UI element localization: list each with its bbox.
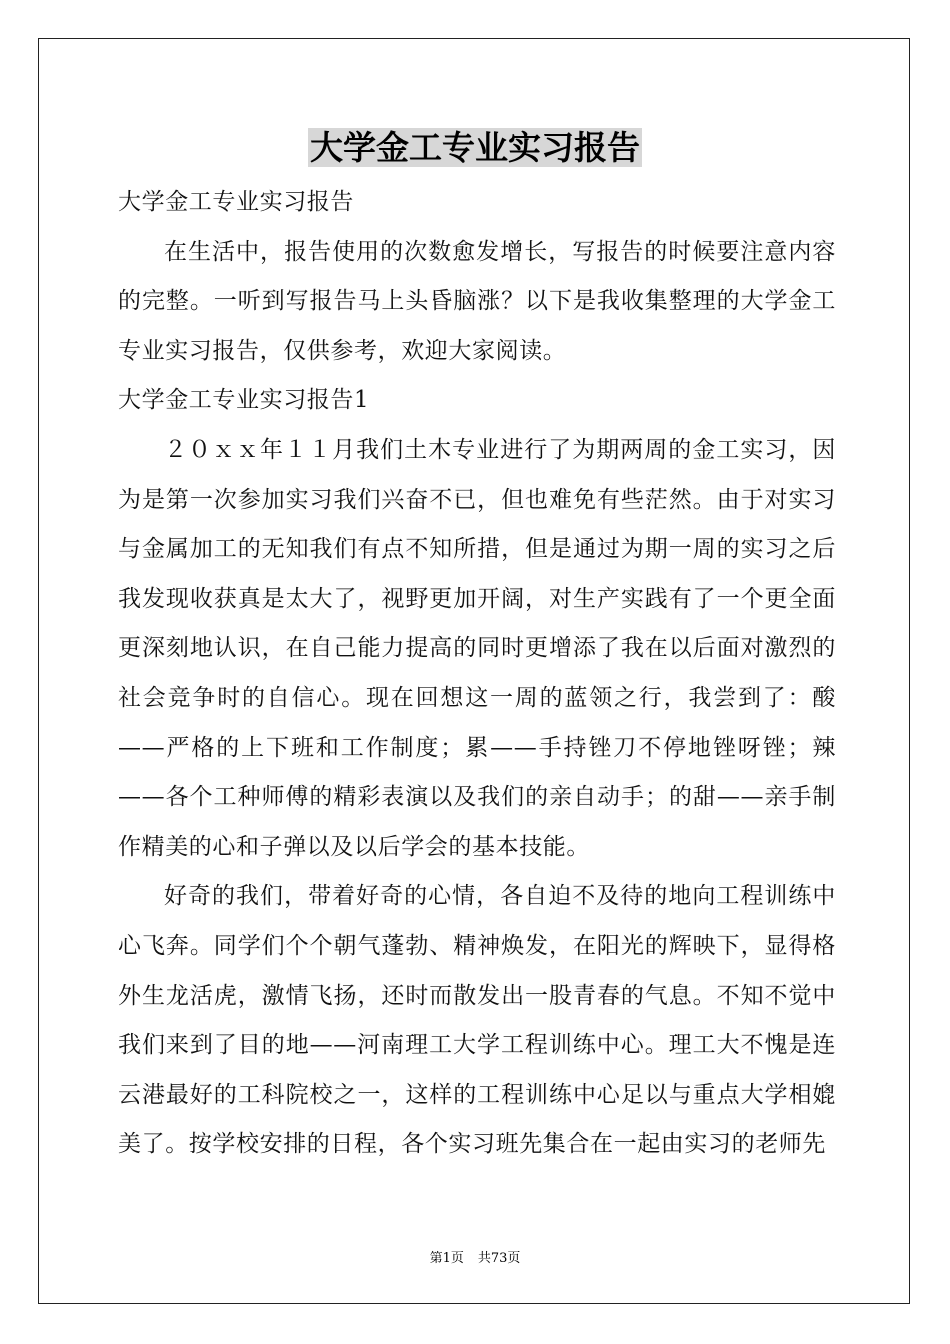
document-subtitle: 大学金工专业实习报告 — [118, 189, 354, 215]
body-paragraph-2: 好奇的我们，带着好奇的心情，各自迫不及待的地向工程训练中心飞奔。同学们个个朝气蓬勃、精神焕发，在阳光的辉映下，显得格外生龙活虎，激情飞扬，还时而散发出一股青春的气息。不知不觉中我们来到了目的地——河南理工大学工程训练中心。理工大不愧是连云港最好的工科院校之一，这样的工程训练中心足以与重点大学相媲美了。按学校安排的日程，各个实习班先集合在一起由实习的老师先 — [118, 883, 836, 1158]
intro-paragraph: 在生活中，报告使用的次数愈发增长，写报告的时候要注意内容的完整。一听到写报告马上头昏脑涨？以下是我收集整理的大学金工专业实习报告，仅供参考，欢迎大家阅读。 — [118, 238, 836, 364]
page-number: 第1页 — [429, 1251, 464, 1266]
page-footer — [0, 1247, 950, 1266]
body-paragraph-1: ２０ｘｘ年１１月我们土木专业进行了为期两周的金工实习，因为是第一次参加实习我们兴奋不已，但也难免有些茫然。由于对实习与金属加工的无知我们有点不知所措，但是通过为期一周的实习之后我发现收获真是太大了，视野更加开阔，对生产实践有了一个更全面更深刻地认识，在自己能力提高的同时更增添了我在以后面对激烈的社会竞争时的自信心。现在回想这一周的蓝领之行，我尝到了：酸——严格的上下班和工作制度；累——手持锉刀不停地锉呀锉；辣——各个工种师傅的精彩表演以及我们的亲自动手；的甜——亲手制作精美的心和子弹以及以后学会的基本技能。 — [118, 436, 836, 860]
document-title — [0, 126, 950, 170]
page-total: 共73页 — [477, 1251, 521, 1266]
section-heading: 大学金工专业实习报告1 — [118, 387, 370, 414]
document-body — [118, 178, 836, 1170]
document-title-text: 大学金工专业实习报告 — [310, 128, 640, 167]
